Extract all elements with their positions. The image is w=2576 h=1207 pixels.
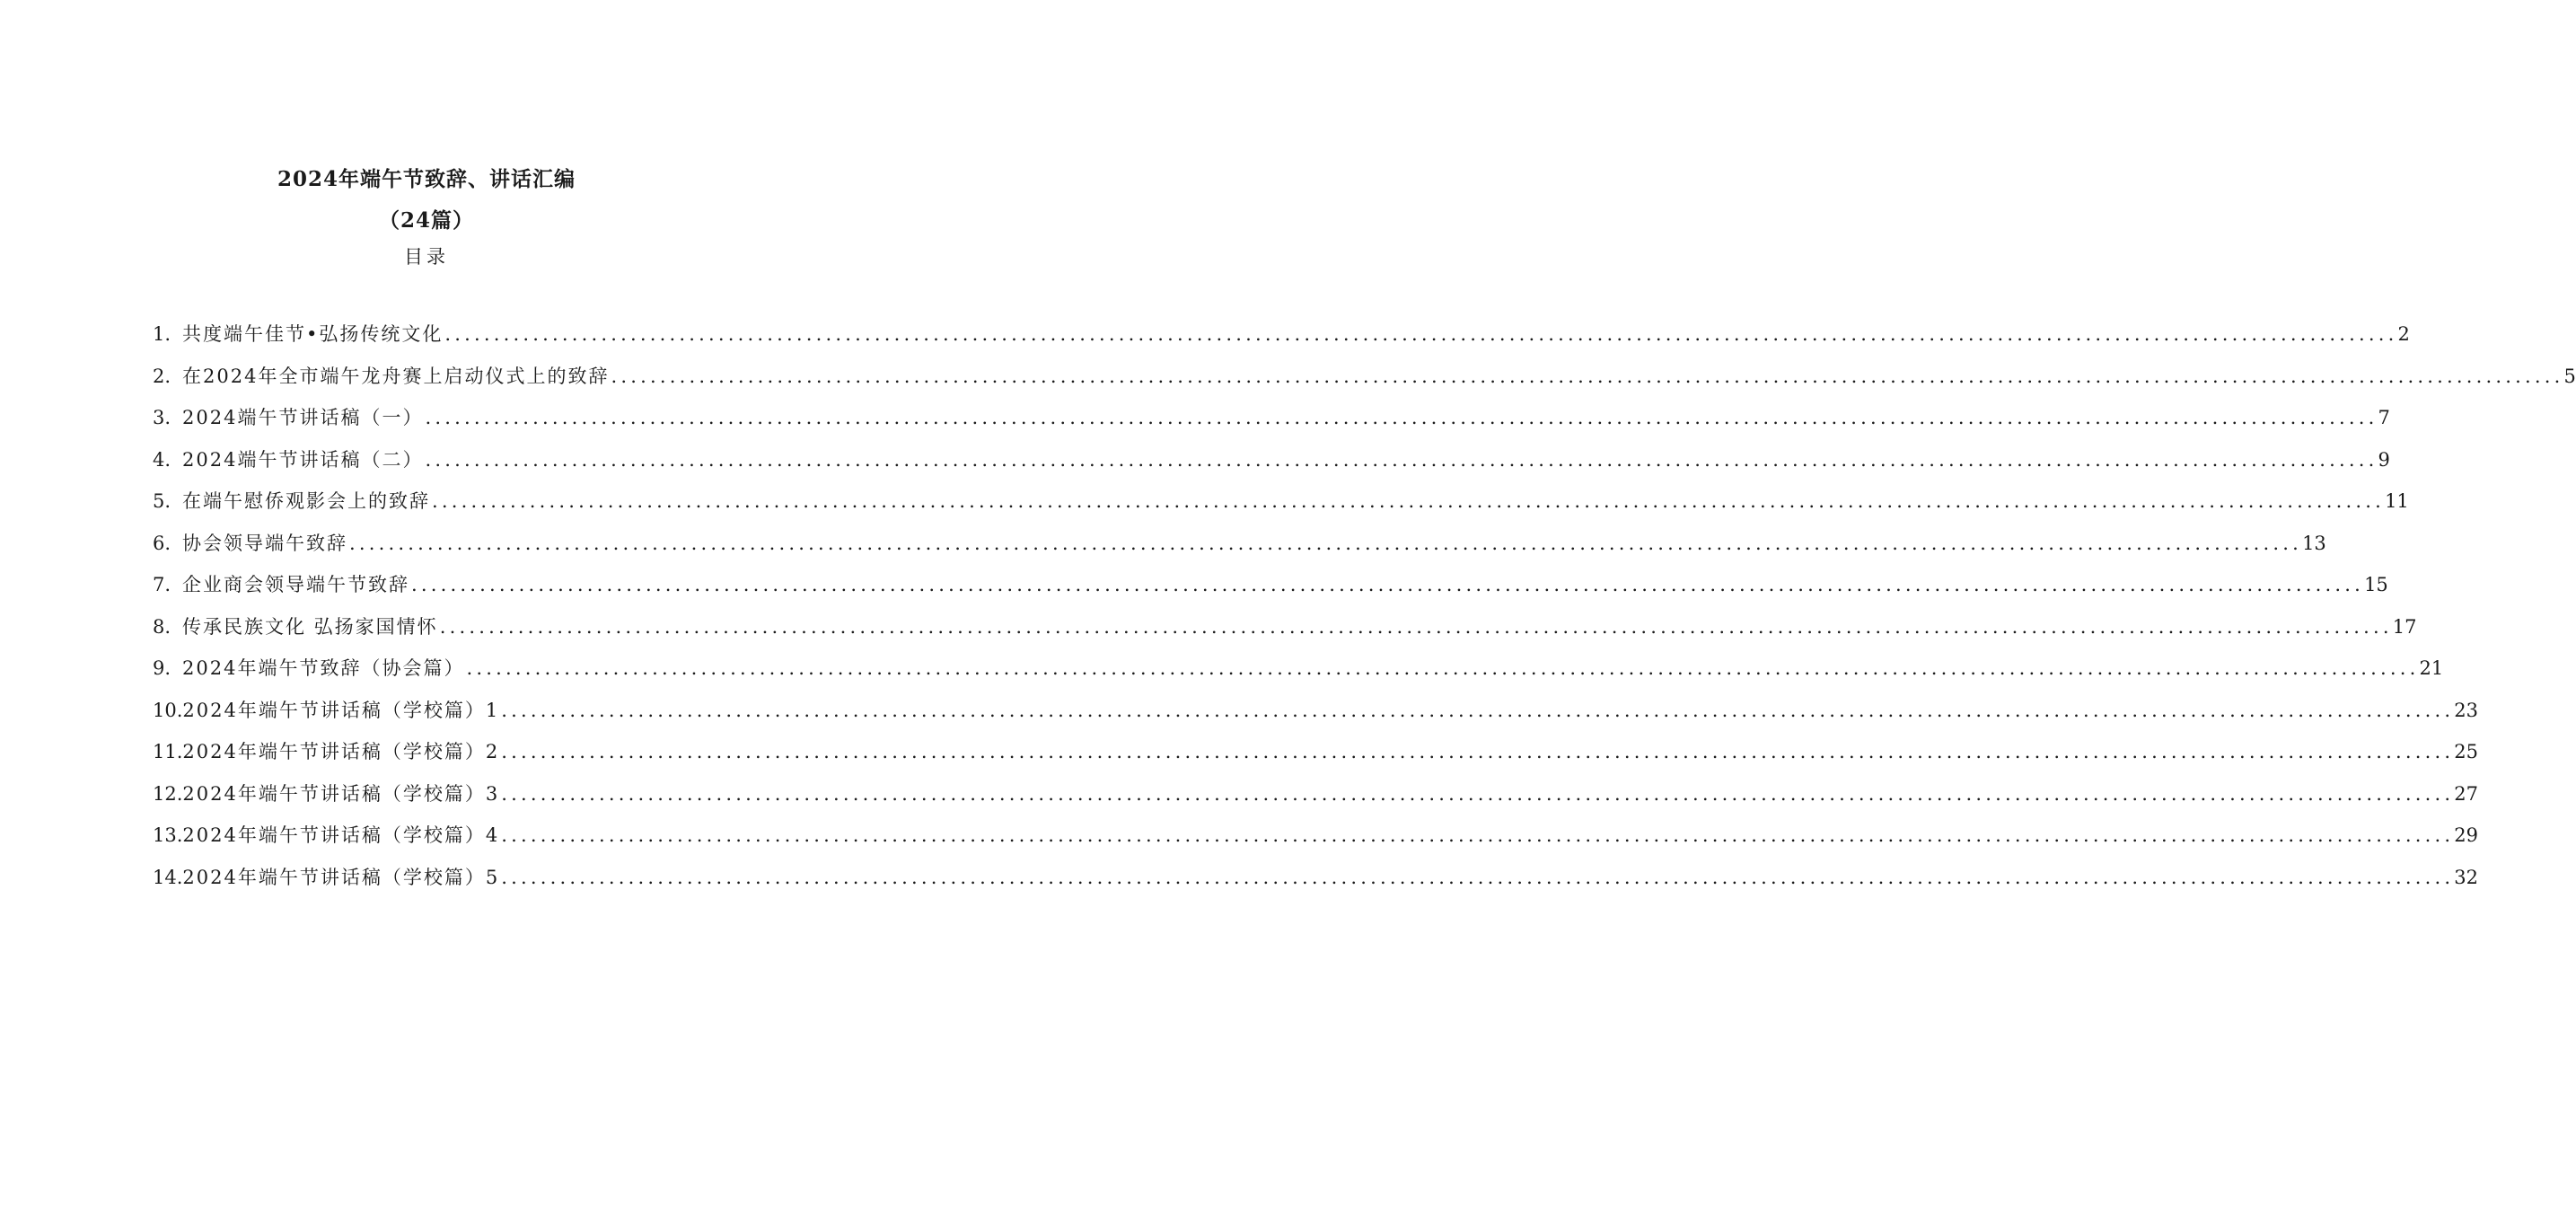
document-title: 2024年端午节致辞、讲话汇编 — [277, 167, 576, 191]
toc-entry-number: 3. — [153, 407, 171, 428]
toc-entry-page: 29 — [2454, 824, 2479, 846]
toc-entry-title: 2024端午节讲话稿（二） — [182, 448, 424, 471]
toc-entry-page: 5 — [2563, 365, 2576, 387]
toc-entry-page: 32 — [2454, 866, 2479, 888]
toc-entry-number: 12. — [153, 782, 183, 805]
toc-heading: 目录 — [404, 246, 449, 268]
toc-entry-title: 2024年端午节讲话稿（学校篇）4 — [182, 824, 500, 846]
toc-dot-leader: ........................................................................................................................................................................................................ — [501, 741, 2455, 762]
toc-entry-title: 2024年端午节讲话稿（学校篇）1 — [182, 699, 500, 721]
toc-entry-page: 27 — [2454, 782, 2479, 805]
toc-entry-number: 14. — [153, 866, 183, 888]
toc-entry[interactable] — [153, 734, 2479, 776]
toc-entry-number: 1. — [153, 323, 171, 345]
toc-entry[interactable] — [153, 609, 2417, 651]
toc-dot-leader: ........................................................................................................................................................................................................ — [411, 574, 2365, 595]
toc-entry-title: 传承民族文化 弘扬家国情怀 — [182, 615, 438, 638]
toc-entry-number: 13. — [153, 824, 183, 846]
toc-dot-leader: ........................................................................................................................................................................................................ — [425, 448, 2378, 471]
toc-entry[interactable] — [153, 442, 2390, 484]
toc-entry-title: 2024年端午节致辞（协会篇） — [182, 657, 465, 679]
toc-entry-number: 11. — [153, 741, 183, 762]
toc-entry[interactable] — [153, 525, 2326, 568]
table-of-contents — [153, 316, 2576, 901]
toc-entry-title: 在2024年全市端午龙舟赛上启动仪式上的致辞 — [182, 365, 610, 387]
toc-entry[interactable] — [153, 776, 2479, 818]
toc-entry-number: 9. — [153, 657, 171, 679]
toc-dot-leader: ........................................................................................................................................................................................................ — [611, 365, 2564, 387]
toc-entry[interactable] — [153, 692, 2479, 735]
document-count: （24篇） — [378, 208, 474, 233]
toc-entry[interactable] — [153, 567, 2388, 609]
toc-entry-page: 17 — [2392, 615, 2417, 638]
toc-entry-title: 协会领导端午致辞 — [182, 532, 347, 554]
toc-dot-leader: ........................................................................................................................................................................................................ — [501, 824, 2455, 846]
toc-dot-leader: ........................................................................................................................................................................................................ — [501, 782, 2455, 805]
toc-entry-page: 23 — [2454, 699, 2479, 721]
toc-entry-page: 15 — [2364, 574, 2388, 595]
toc-entry-title: 2024年端午节讲话稿（学校篇）5 — [182, 866, 500, 888]
toc-dot-leader: ........................................................................................................................................................................................................ — [501, 699, 2455, 721]
toc-entry-number: 6. — [153, 532, 171, 554]
toc-entry-page: 7 — [2378, 407, 2390, 428]
toc-entry[interactable] — [153, 650, 2444, 692]
toc-entry-page: 13 — [2302, 532, 2326, 554]
toc-dot-leader: ........................................................................................................................................................................................................ — [439, 615, 2393, 638]
toc-entry-page: 9 — [2378, 448, 2390, 471]
toc-entry-title: 2024年端午节讲话稿（学校篇）2 — [182, 741, 500, 762]
toc-entry-number: 10. — [153, 699, 183, 721]
toc-dot-leader: ........................................................................................................................................................................................................ — [444, 323, 2398, 345]
toc-entry-title: 在端午慰侨观影会上的致辞 — [182, 490, 430, 512]
toc-entry[interactable] — [153, 358, 2576, 401]
toc-entry-page: 2 — [2397, 323, 2410, 345]
toc-entry-number: 8. — [153, 615, 171, 638]
toc-dot-leader: ........................................................................................................................................................................................................ — [349, 532, 2303, 554]
toc-entry-number: 7. — [153, 574, 171, 595]
toc-entry-title: 企业商会领导端午节致辞 — [182, 574, 409, 595]
toc-entry[interactable] — [153, 817, 2479, 859]
toc-entry[interactable] — [153, 859, 2479, 902]
toc-dot-leader: ........................................................................................................................................................................................................ — [425, 407, 2378, 428]
toc-entry-number: 5. — [153, 490, 171, 512]
toc-dot-leader: ........................................................................................................................................................................................................ — [432, 490, 2386, 512]
toc-dot-leader: ........................................................................................................................................................................................................ — [466, 657, 2420, 679]
toc-entry-title: 2024端午节讲话稿（一） — [182, 407, 424, 428]
toc-entry-page: 21 — [2419, 657, 2444, 679]
toc-dot-leader: ........................................................................................................................................................................................................ — [501, 866, 2455, 888]
toc-entry[interactable] — [153, 400, 2390, 442]
toc-entry-number: 4. — [153, 448, 171, 471]
toc-entry[interactable] — [153, 483, 2409, 525]
toc-entry[interactable] — [153, 316, 2410, 358]
toc-entry-title: 2024年端午节讲话稿（学校篇）3 — [182, 782, 500, 805]
toc-entry-page: 11 — [2385, 490, 2409, 512]
toc-entry-number: 2. — [153, 365, 171, 387]
toc-entry-page: 25 — [2454, 741, 2479, 762]
toc-entry-title: 共度端午佳节•弘扬传统文化 — [182, 323, 444, 345]
